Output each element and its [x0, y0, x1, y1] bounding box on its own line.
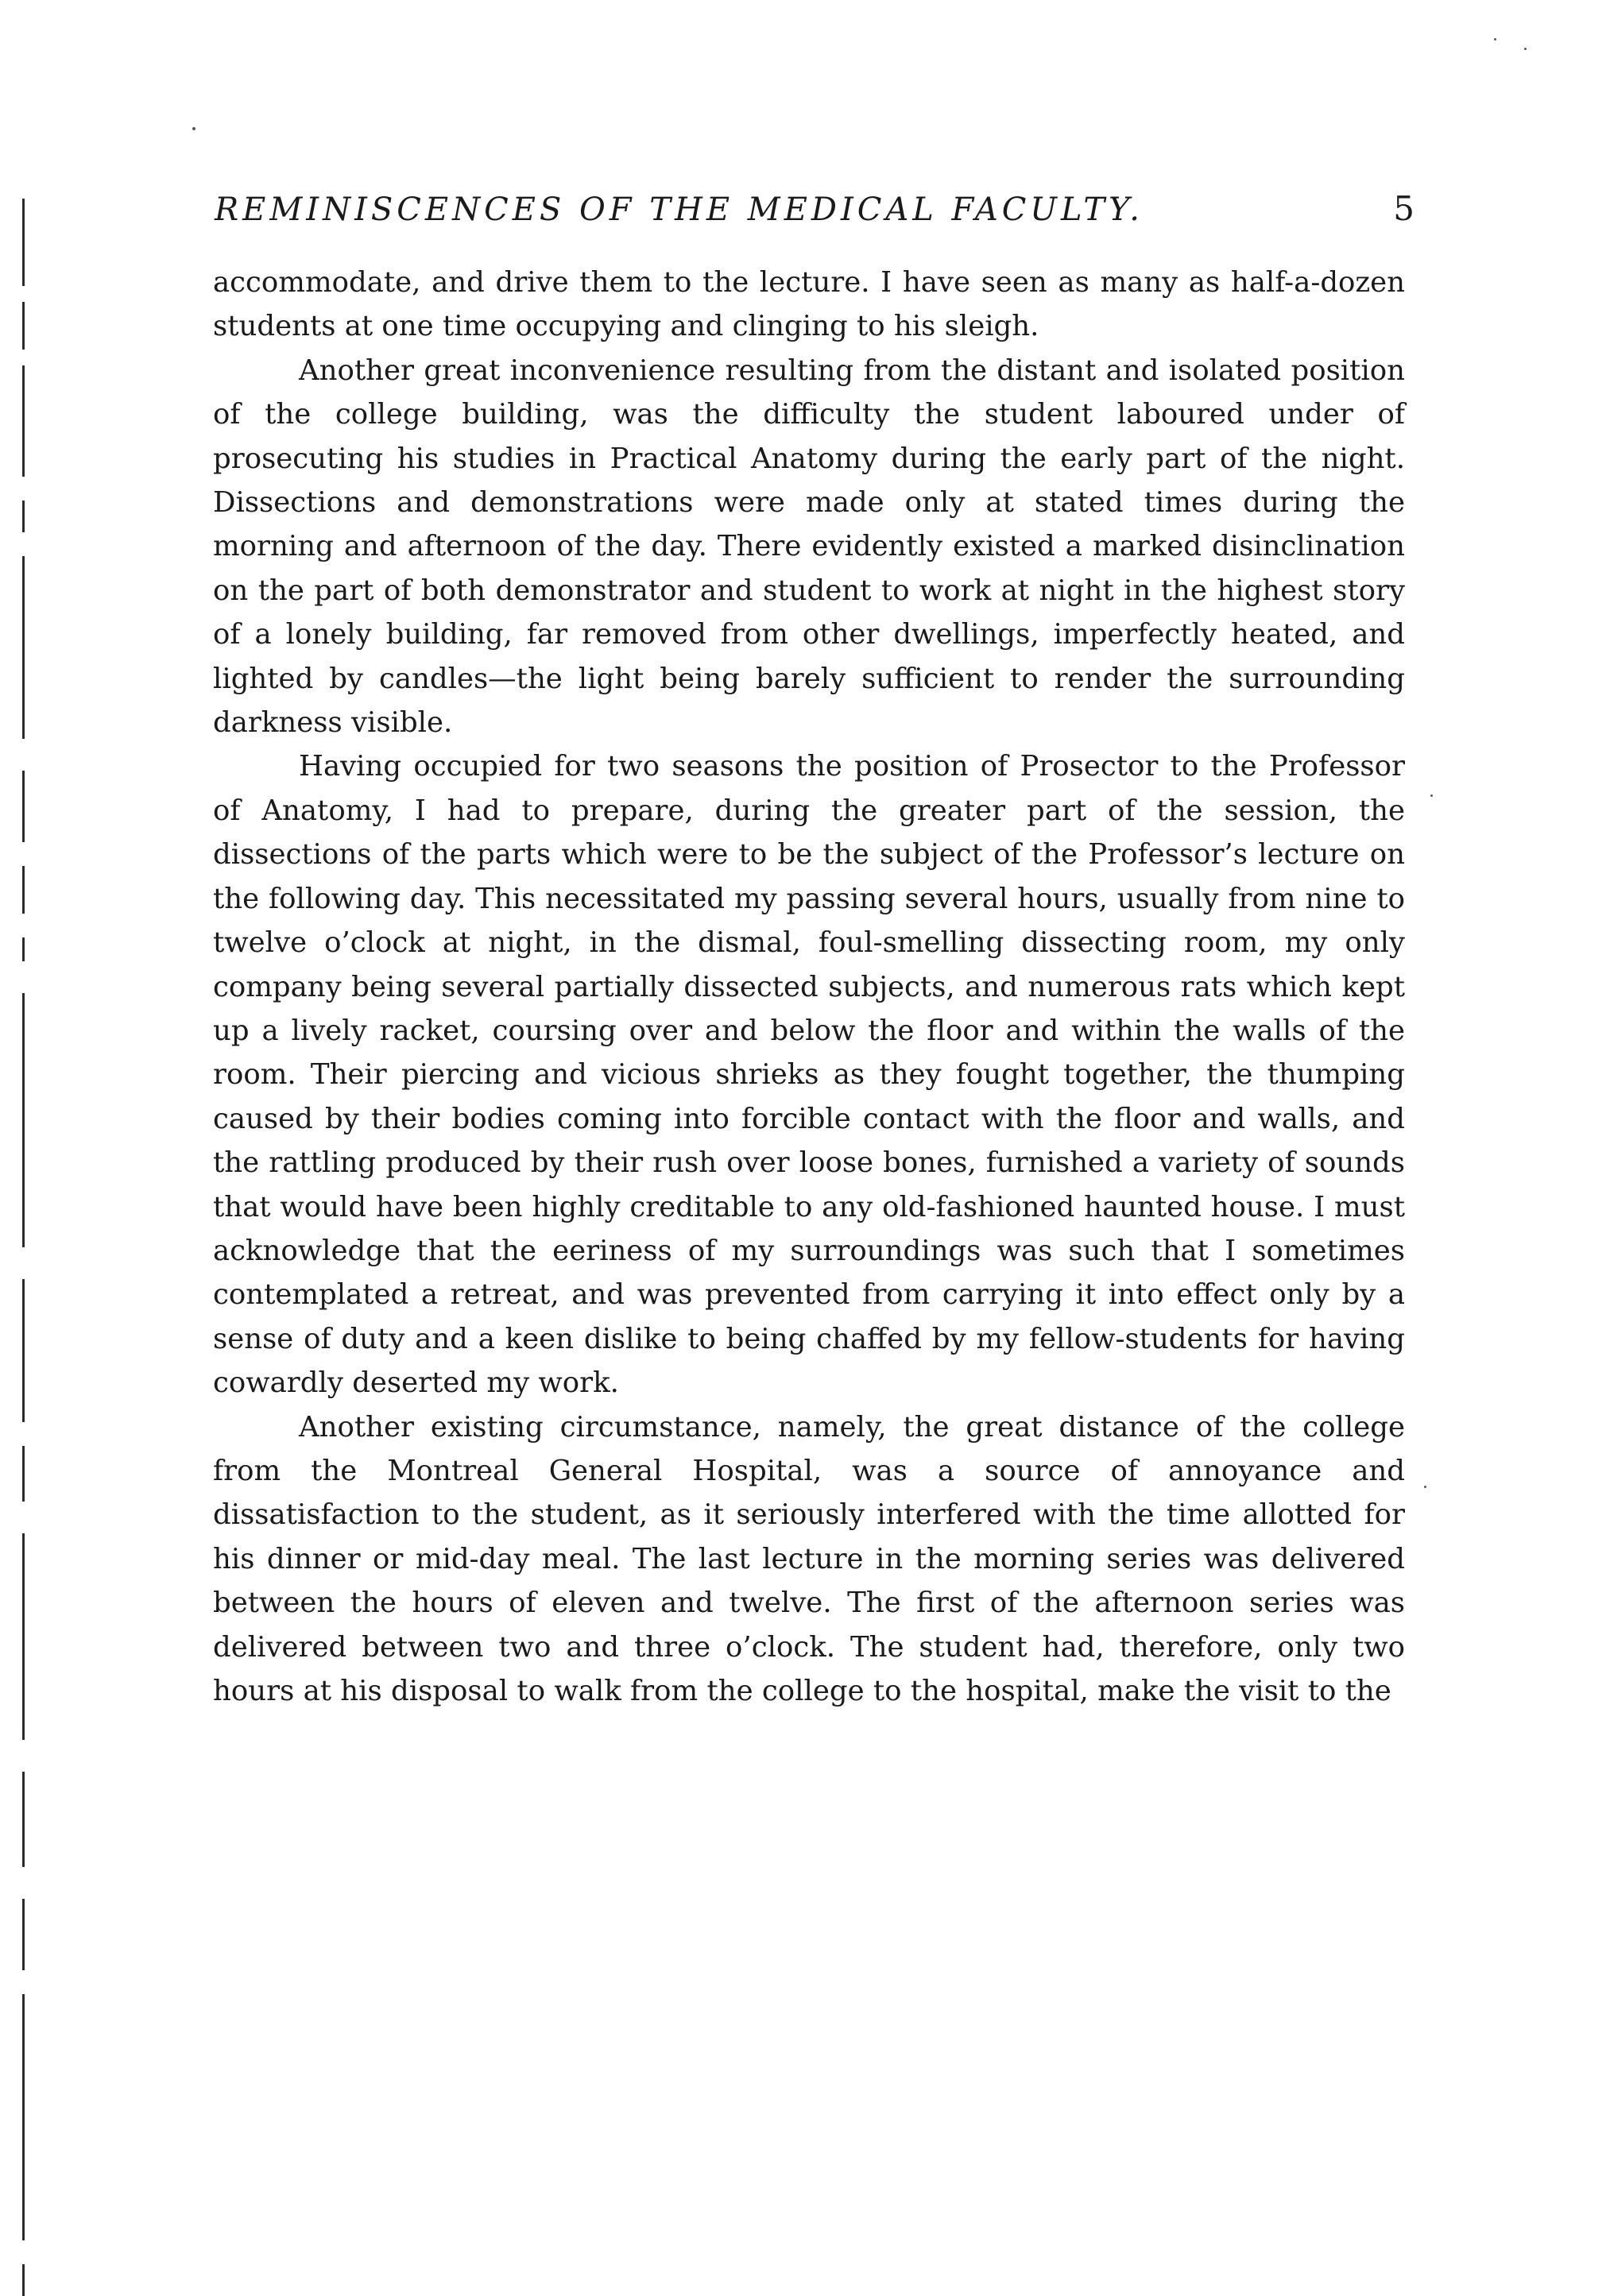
paragraph-hospital-distance: Another existing circumstance, namely, the great distance of the college from the Montreal General Hospital, was a source of annoyance and dissatisfaction to the student, as it seriously interfered with the time allotted for his dinner or mid-day meal. The last lecture in the morning series was delivered between the hours of eleven and twelve. The first of the afternoon series was delivered between two and three o’clock. The student had, therefore, only two hours at his disposal to walk from the college to the hospital, make the visit to the: [213, 1410, 1405, 1707]
binding-edge-shadow: [22, 199, 30, 2264]
paragraph-prosector: Having occupied for two seasons the position of Prosector to the Professor of Anatomy, I had to prepare, during the greater part of the session, the dissections of the parts which were to be the subject of the Professor’s lecture on the following day. This necessitated my passing several hours, usually from nine to twelve o’clock at night, in the dismal, foul-smelling dissecting room, my only company being several partially dissected subjects, and numerous rats which kept up a lively racket, coursing over and below the floor and within the walls of the room. Their piercing and vicious shrieks as they fought together, the thumping caused by their bodies coming into forcible contact with the floor and walls, and the rattling produced by their rush over loose bones, furnished a variety of sounds that would have been highly creditable to any old-fashioned haunted house. I must acknowledge that the eeriness of my surroundings was such that I sometimes contemplated a retreat, and was prevented from carrying it into effect only by a sense of duty and a keen dislike to being chaffed by my fellow-students for having cowardly deserted my work.: [213, 750, 1405, 1400]
paragraph-continuation: accommodate, and drive them to the lecture. I have seen as many as half-a-dozen students at one time occupying and clinging to his sleigh.: [213, 266, 1405, 343]
page-number: 5: [1393, 189, 1415, 228]
running-title: REMINISCENCES OF THE MEDICAL FACULTY.: [215, 191, 1144, 228]
paragraph-inconvenience: Another great inconvenience resulting from the distant and isolated position of the college building, was the difficulty the student laboured under of prosecuting his studies in Practical Anatomy during the early part of the night. Dissections and demonstrations were made only at stated times during the morning and afternoon of the day. There evidently existed a marked disinclination on the part of both demonstrator and student to work at night in the highest story of a lonely building, far removed from other dwellings, imperfectly heated, and lighted by candles—the light being barely sufficient to render the surrounding darkness visible.: [213, 354, 1405, 740]
running-header: [215, 189, 1415, 237]
body-text: [213, 261, 1405, 1713]
